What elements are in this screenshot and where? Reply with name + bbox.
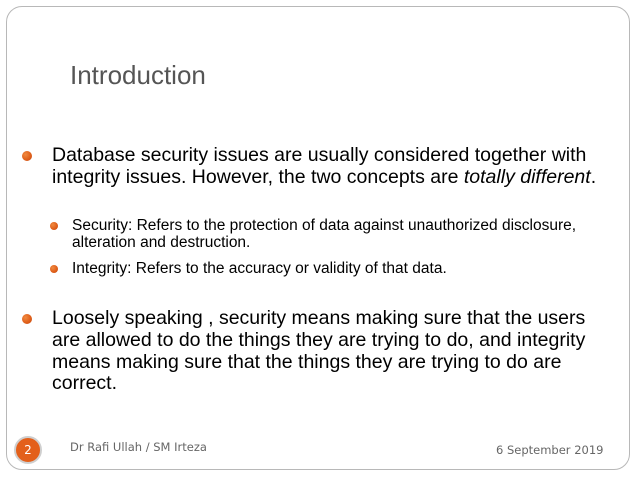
bullet-loosely-speaking bbox=[52, 308, 612, 395]
bullet-icon bbox=[50, 222, 58, 230]
footer-date: 6 September 2019 bbox=[496, 443, 604, 457]
bullet-icon bbox=[22, 314, 32, 324]
sub-bullet-security bbox=[72, 217, 612, 252]
slide-title: Introduction bbox=[70, 60, 206, 90]
bullet-database-security bbox=[52, 145, 612, 189]
sub-bullet-text: Integrity: Refers to the accuracy or validity of that data. bbox=[72, 260, 447, 277]
footer-author: Dr Rafi Ullah / SM Irteza bbox=[70, 440, 207, 454]
bullet-text-end: . bbox=[590, 165, 597, 188]
sub-bullet-text: Security: Refers to the protection of data against unauthorized disclosure, alteration and destruction. bbox=[72, 217, 577, 252]
bullet-icon bbox=[22, 151, 32, 161]
bullet-emphasis: totally different bbox=[463, 165, 591, 188]
bullet-text: Loosely speaking , security means making sure that the users are allowed to do the things they are trying to do, and integrity means making sure that the things they are trying to do are correct. bbox=[52, 307, 586, 395]
bullet-text: Database security issues are usually considered together with integrity issues. However, the two concepts are bbox=[52, 144, 587, 188]
sub-bullet-integrity bbox=[72, 260, 612, 277]
page-number-badge: 2 bbox=[14, 436, 42, 464]
bullet-icon bbox=[50, 265, 58, 273]
